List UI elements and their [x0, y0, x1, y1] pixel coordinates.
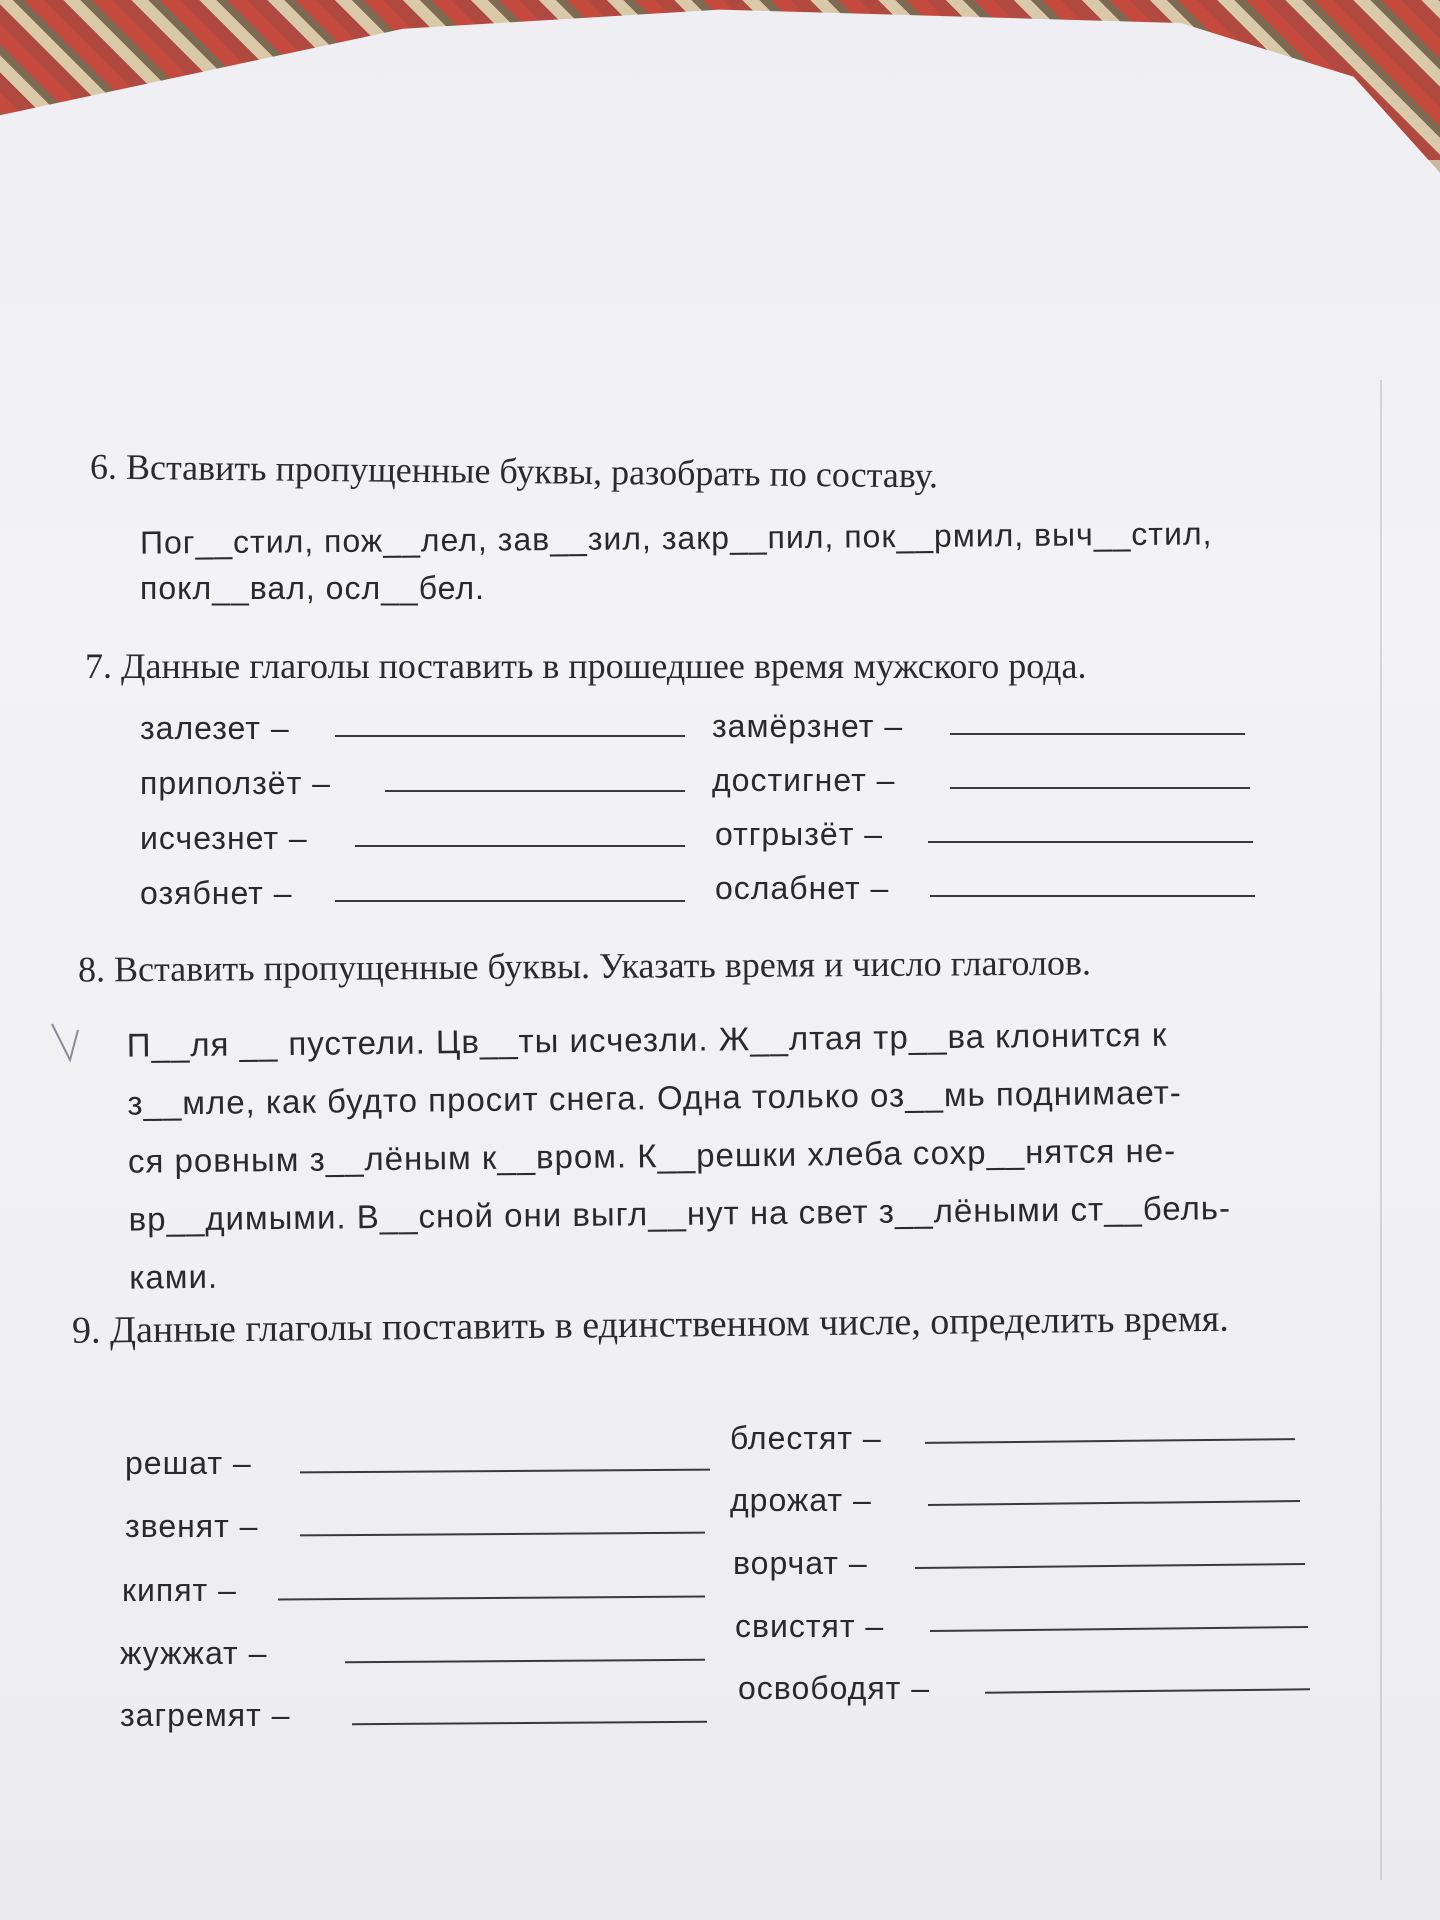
task-7-verb: озябнет –	[140, 875, 293, 911]
task-7-verb: замёрзнет –	[712, 708, 904, 744]
task-8-text	[127, 1003, 1400, 1306]
answer-line[interactable]	[950, 787, 1250, 789]
task-8-line: П__ля __ пустели. Цв__ты исчезли. Ж__лтая тр__ва клонится к	[126, 1015, 1168, 1064]
task-7-verb: отгрызёт –	[715, 816, 884, 852]
task-6-title: 6. Вставить пропущенные буквы, разобрать по составу.	[89, 446, 939, 496]
answer-line[interactable]	[355, 845, 685, 847]
task-7-verb: приползёт –	[140, 765, 331, 801]
task-7-verb: достигнет –	[712, 762, 896, 798]
answer-line[interactable]	[385, 790, 685, 792]
task-9-verb: звенят –	[125, 1508, 259, 1544]
task-9-title: 9. Данные глаголы поставить в единственном числе, определить время.	[71, 1297, 1229, 1352]
task-8-title: 8. Вставить пропущенные буквы. Указать время и число глаголов.	[77, 942, 1092, 990]
task-6-line-1: Пог__стил, пож__лел, зав__зил, закр__пил, пок__рмил, выч__стил,	[139, 515, 1213, 561]
task-7-verb: залезет –	[140, 710, 290, 746]
task-7-title: 7. Данные глаголы поставить в прошедшее время мужского рода.	[85, 646, 1087, 686]
task-8-line: з__мле, как будто просит снега. Одна только оз__мь поднимает-	[127, 1073, 1182, 1122]
task-9-verb: жужжат –	[120, 1635, 268, 1671]
answer-line[interactable]	[335, 900, 685, 902]
task-8-line: вр__димыми. В__сной они выгл__нут на свет з__лёными ст__бель-	[128, 1189, 1232, 1238]
checkmark-icon	[48, 1020, 88, 1064]
task-7-verb: ослабнет –	[715, 870, 890, 906]
answer-line[interactable]	[335, 735, 685, 737]
task-7-verb: исчезнет –	[140, 820, 308, 856]
task-8-line: ками.	[129, 1257, 219, 1296]
answer-line[interactable]	[928, 841, 1253, 843]
task-9-verb: загремят –	[120, 1697, 291, 1733]
task-9-verb: блестят –	[730, 1420, 882, 1456]
answer-line[interactable]	[950, 733, 1245, 735]
answer-line[interactable]	[930, 895, 1255, 897]
task-9-verb: свистят –	[735, 1608, 885, 1644]
task-6-line-2: покл__вал, осл__бел.	[140, 570, 485, 606]
task-9-verb: освободят –	[738, 1670, 930, 1706]
task-9-verb: дрожат –	[730, 1482, 872, 1518]
task-8-line: ся ровным з__лёным к__вром. К__решки хлеба сохр__нятся не-	[127, 1131, 1177, 1180]
task-9-verb: решат –	[125, 1445, 252, 1481]
task-9-verb: кипят –	[122, 1572, 237, 1608]
task-9-verb: ворчат –	[733, 1545, 868, 1581]
